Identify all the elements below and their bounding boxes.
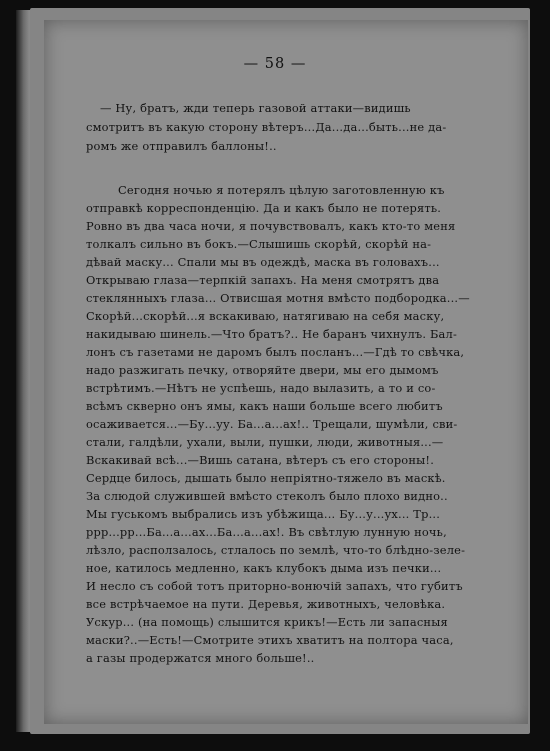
text-line: смотритъ въ какую сторону вѣтеръ...Да...да...быть...не да- <box>86 120 447 134</box>
text-line: Сегодня ночью я потерялъ цѣлую заготовленную къ <box>118 183 445 197</box>
text-line: И несло съ собой тотъ приторно-вонючій запахъ, что губитъ <box>86 579 463 593</box>
text-line: Ускур... (на помощь) слышится крикъ!—Есть ли запасныя <box>86 615 448 629</box>
text-line: лѣзло, расползалось, стлалось по землѣ, что-то блѣдно-зеле- <box>86 543 466 557</box>
text-line: Мы гуськомъ выбрались изъ убѣжища... Бу...у...ух... Тр... <box>86 507 441 521</box>
text-line: стали, галдѣли, ухали, выли, пушки, люди, животныя...— <box>86 435 444 449</box>
text-line: ррр...рр...Ба...а...ах...Ба...а...ах!. Въ свѣтлую лунную ночь, <box>86 525 447 539</box>
text-line: маски?..—Есть!—Смотрите этихъ хватитъ на полтора часа, <box>86 633 454 647</box>
text-line: стеклянныхъ глаза... Отвисшая мотня вмѣсто подбородка...— <box>86 291 470 305</box>
text-line: надо разжигать печку, отворяйте двери, мы его дымомъ <box>86 363 439 377</box>
text-line: толкалъ сильно въ бокъ.—Слышишь скорѣй, скорѣй на- <box>86 237 432 251</box>
text-line: Вскакивай всѣ...—Вишь сатана, вѣтеръ съ его стороны!. <box>86 453 435 467</box>
text-line: осаживается...—Бу...уу. Ба...а...ах!.. Трещали, шумѣли, сви- <box>86 417 458 431</box>
text-line: всѣмъ скверно онъ ямы, какъ наши больше всего любитъ <box>86 399 443 413</box>
text-line: ное, катилось медленно, какъ клубокъ дыма изъ печки... <box>86 561 442 575</box>
text-line: лонъ съ газетами не даромъ былъ посланъ...—Гдѣ то свѣчка, <box>86 345 465 359</box>
text-line: накидываю шинель.—Что братъ?.. Не баранъ чихнулъ. Бал- <box>86 327 458 341</box>
text-line: Скорѣй...скорѣй...я вскакиваю, натягиваю на себя маску, <box>86 309 445 323</box>
text-line: За слюдой служившей вмѣсто стеколъ было плохо видно.. <box>86 489 448 503</box>
text-line: Сердце билось, дышать было непріятно-тяжело въ маскѣ. <box>86 471 446 485</box>
text-line: дѣвай маску... Спали мы въ одеждѣ, маска въ головахъ... <box>86 255 440 269</box>
text-line: — Ну, братъ, жди теперь газовой аттаки—видишь <box>100 101 411 115</box>
text-line: встрѣтимъ.—Нѣтъ не успѣешь, надо вылазить, а то и со- <box>86 381 436 395</box>
page-number: — 58 — <box>243 56 307 72</box>
text-line: отправкѣ корреспонденцію. Да и какъ было не потерять. <box>86 201 442 215</box>
text-line: а газы продержатся много больше!.. <box>86 651 315 665</box>
text-line: ромъ же отправилъ баллоны!.. <box>86 139 277 153</box>
text-line: Открываю глаза—терпкій запахъ. На меня смотрятъ два <box>86 273 440 287</box>
text-line: Ровно въ два часа ночи, я почувствовалъ, какъ кто-то меня <box>86 219 456 233</box>
text-line: все встрѣчаемое на пути. Деревья, животныхъ, человѣка. <box>86 597 446 611</box>
